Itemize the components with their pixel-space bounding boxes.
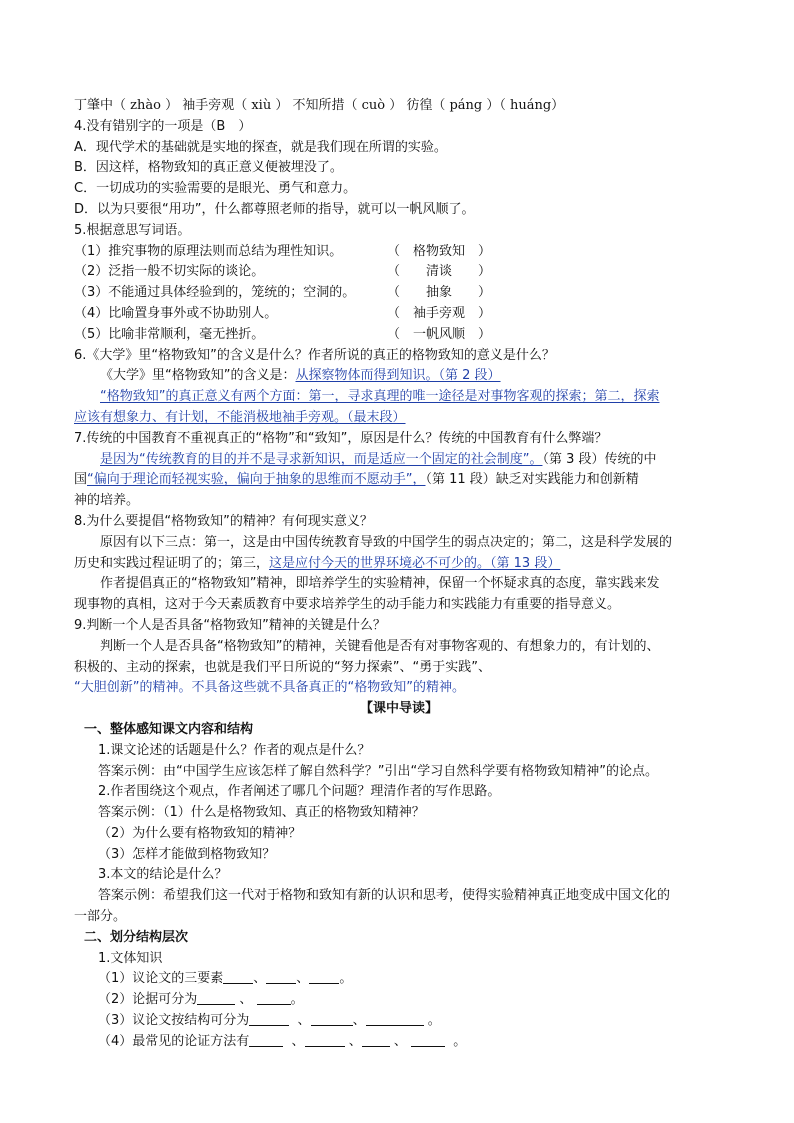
q7-answer-line2 (74, 470, 724, 491)
q5-item-3 (74, 283, 724, 304)
q8-answer-highlight: 这是应付今天的世界环境必不可少的。（第 13 段） (269, 555, 561, 571)
question-7-stem: 7.传统的中国教育不重视真正的“格物”和“致知”，原因是什么？传统的中国教育有什么弊端？ (74, 430, 608, 446)
q6-answer-1-highlight: 从探察物体而得到知识。（第 2 段） (295, 368, 501, 384)
blank-separator: 。 (453, 1033, 467, 1049)
q5-item-text: （3）不能通过具体经验到的，笼统的；空洞的。 (74, 285, 356, 301)
q5-item-2 (74, 262, 724, 283)
q5-item-text: （2）泛指一般不切实际的谈论。 (74, 264, 265, 280)
blank-separator: 、 (296, 971, 310, 987)
blank-separator: 、 (393, 1033, 407, 1049)
fill-item-label: （3）议论文按结构可分为 (98, 1013, 250, 1029)
blank-separator: 、 (253, 971, 267, 987)
q8-answer-line4: 现事物的真相，这对于今天素质教育中要求培养学生的动手能力和实践能力有重要的指导意义。 (74, 597, 621, 613)
part1-q2-answer-3: （3）怎样才能做到格物致知？ (98, 846, 276, 862)
pinyin-answers-line: 丁肇中（ zhào ） 袖手旁观（ xiù ） 不知所措（ cuò ） 彷徨（ páng ）（ huáng） (74, 98, 565, 113)
blank-separator: 、 (352, 1013, 366, 1029)
q5-item-4 (74, 304, 724, 325)
q8-answer-line3: 作者提倡真正的“格物致知”精神，即培养学生的实验精神，保留一个怀疑求真的态度，靠实践来发 (100, 576, 660, 592)
q5-item-text: （1）推究事物的原理法则而总结为理性知识。 (74, 243, 343, 259)
fill-blank[interactable] (266, 969, 296, 984)
q9-answer-line2: 积极的、主动的探索，也就是我们平日所说的“努力探索”、“勇于实践”、 (74, 659, 491, 675)
part1-q1: 1.课文论述的话题是什么？作者的观点是什么？ (98, 742, 371, 758)
question-9-stem: 9.判断一个人是否具备“格物致知”精神的关键是什么？ (74, 617, 386, 633)
part1-q2: 2.作者围绕这个观点，作者阐述了哪几个问题？理清作者的写作思路。 (98, 784, 501, 800)
q5-item-5 (74, 325, 724, 346)
part1-q2-answer-1: 答案示例：（1）什么是格物致知、真正的格物致知精神？ (98, 805, 425, 821)
q6-answer-2-line1: “格物致知”的真正意义有两个方面：第一，寻求真理的唯一途径是对事物客观的探索；第二，探索 (100, 389, 660, 405)
blank-separator: 、 (348, 1033, 362, 1049)
fill-item-label: （4）最常见的论证方法有 (98, 1033, 250, 1049)
part2-item-4 (74, 1032, 724, 1053)
q7-answer-highlight-2: “偏向于理论而轻视实验，偏向于抽象的思维而不愿动手”， (87, 472, 426, 488)
part1-q3-answer-line2: 一部分。 (74, 909, 127, 925)
q6-answer-2-line2: 应该有想象力、有计划，不能消极地袖手旁观。（最末段） (74, 409, 406, 425)
fill-blank[interactable] (311, 1011, 353, 1026)
part1-q1-answer: 答案示例：由“中国学生应该怎样了解自然科学？”引出“学习自然科学要有格物致知精神”的论点。 (98, 763, 658, 779)
fill-item-label: （1）议论文的三要素 (98, 971, 224, 987)
blank-separator: 。 (290, 992, 304, 1008)
q8-answer-line2 (74, 554, 724, 575)
q7-answer-rest-2: （第 11 段）缺乏对实践能力和创新精 (425, 472, 639, 488)
q5-item-answer: （ 格物致知 ） (386, 243, 491, 259)
fill-blank[interactable] (257, 990, 291, 1005)
question-8-stem: 8.为什么要提倡“格物致知”的精神？有何现实意义？ (74, 513, 373, 529)
q5-item-text: （4）比喻置身事外或不协助别人。 (74, 305, 278, 321)
q7-answer-line1 (74, 450, 724, 471)
fill-blank[interactable] (411, 1032, 445, 1047)
question-4-stem: 4.没有错别字的一项是（B ） (74, 118, 252, 134)
q5-item-text: （5）比喻非常顺利，毫无挫折。 (74, 326, 265, 342)
fill-blank[interactable] (366, 1011, 424, 1026)
fill-blank[interactable] (197, 990, 235, 1005)
worksheet-page (74, 96, 724, 1053)
question-6-stem: 6.《大学》里“格物致知”的含义是什么？作者所说的真正的格物致知的意义是什么？ (74, 347, 555, 363)
blank-separator: 。 (427, 1013, 441, 1029)
part1-q3: 3.本文的结论是什么？ (98, 867, 228, 883)
q5-item-answer: （ 一帆风顺 ） (386, 326, 491, 342)
part2-item-2 (74, 990, 724, 1011)
q7-answer-line3: 神的培养。 (74, 493, 140, 509)
blank-separator: 、 (291, 1033, 305, 1049)
q5-item-answer: （ 清谈 ） (386, 264, 491, 280)
q5-item-1 (74, 242, 724, 263)
option-c: C．一切成功的实验需要的是眼光、勇气和意力。 (74, 181, 357, 197)
fill-item-label: （2）论据可分为 (98, 992, 198, 1008)
fill-blank[interactable] (249, 1011, 289, 1026)
fill-blank[interactable] (249, 1032, 283, 1047)
part1-q3-answer-line1: 答案示例：希望我们这一代对于格物和致知有新的认识和思考，使得实验精神真正地变成中国文化的 (98, 888, 671, 904)
question-5-stem: 5.根据意思写词语。 (74, 222, 191, 238)
part1-heading: 一、整体感知课文内容和结构 (84, 721, 254, 737)
part2-heading: 二、划分结构层次 (84, 929, 189, 945)
q6-answer-1 (74, 366, 724, 387)
q9-answer-line3: “大胆创新”的精神。不具备这些就不具备真正的“格物致知”的精神。 (74, 680, 465, 696)
option-d: D．以为只要很“用功”，什么都尊照老师的指导，就可以一帆风顺了。 (74, 201, 475, 217)
blank-separator: 。 (339, 971, 353, 987)
q6-answer-1-prefix: 《大学》里“格物致知”的含义是： (100, 368, 296, 384)
q7-answer-highlight-1: 是因为“传统教育的目的并不是寻求新知识，而是适应一个固定的社会制度”。 (100, 451, 543, 467)
fill-blank[interactable] (223, 969, 253, 984)
q8-answer-line1: 原因有以下三点：第一，这是由中国传统教育导致的中国学生的弱点决定的；第二，这是科学发展的 (100, 534, 673, 550)
blank-separator: 、 (297, 1013, 311, 1029)
q5-item-answer: （ 袖手旁观 ） (386, 305, 491, 321)
fill-blank[interactable] (309, 969, 339, 984)
q9-answer-line1: 判断一个人是否具备“格物致知”的精神，关键看他是否有对事物客观的、有想象力的，有计划的、 (100, 638, 660, 654)
fill-blank[interactable] (362, 1032, 390, 1047)
q8-answer-prefix: 历史和实践过程证明了的；第三， (74, 555, 270, 571)
part2-item-3 (74, 1011, 724, 1032)
q7-answer-rest-1: （第 3 段）传统的中 (542, 451, 657, 467)
fill-blank[interactable] (305, 1032, 345, 1047)
part1-q2-answer-2: （2）为什么要有格物致知的精神？ (98, 825, 302, 841)
q5-item-answer: （ 抽象 ） (386, 285, 491, 301)
part2-sub1: 1.文体知识 (98, 950, 163, 966)
q7-answer-prefix-2: 国 (74, 472, 88, 488)
option-b: B．因这样，格物致知的真正意义便被埋没了。 (74, 160, 343, 176)
part2-item-1 (74, 969, 724, 990)
section-title: 【课中导读】 (359, 701, 438, 717)
option-a: A．现代学术的基础就是实地的探查，就是我们现在所谓的实验。 (74, 139, 447, 155)
blank-separator: 、 (239, 992, 253, 1008)
